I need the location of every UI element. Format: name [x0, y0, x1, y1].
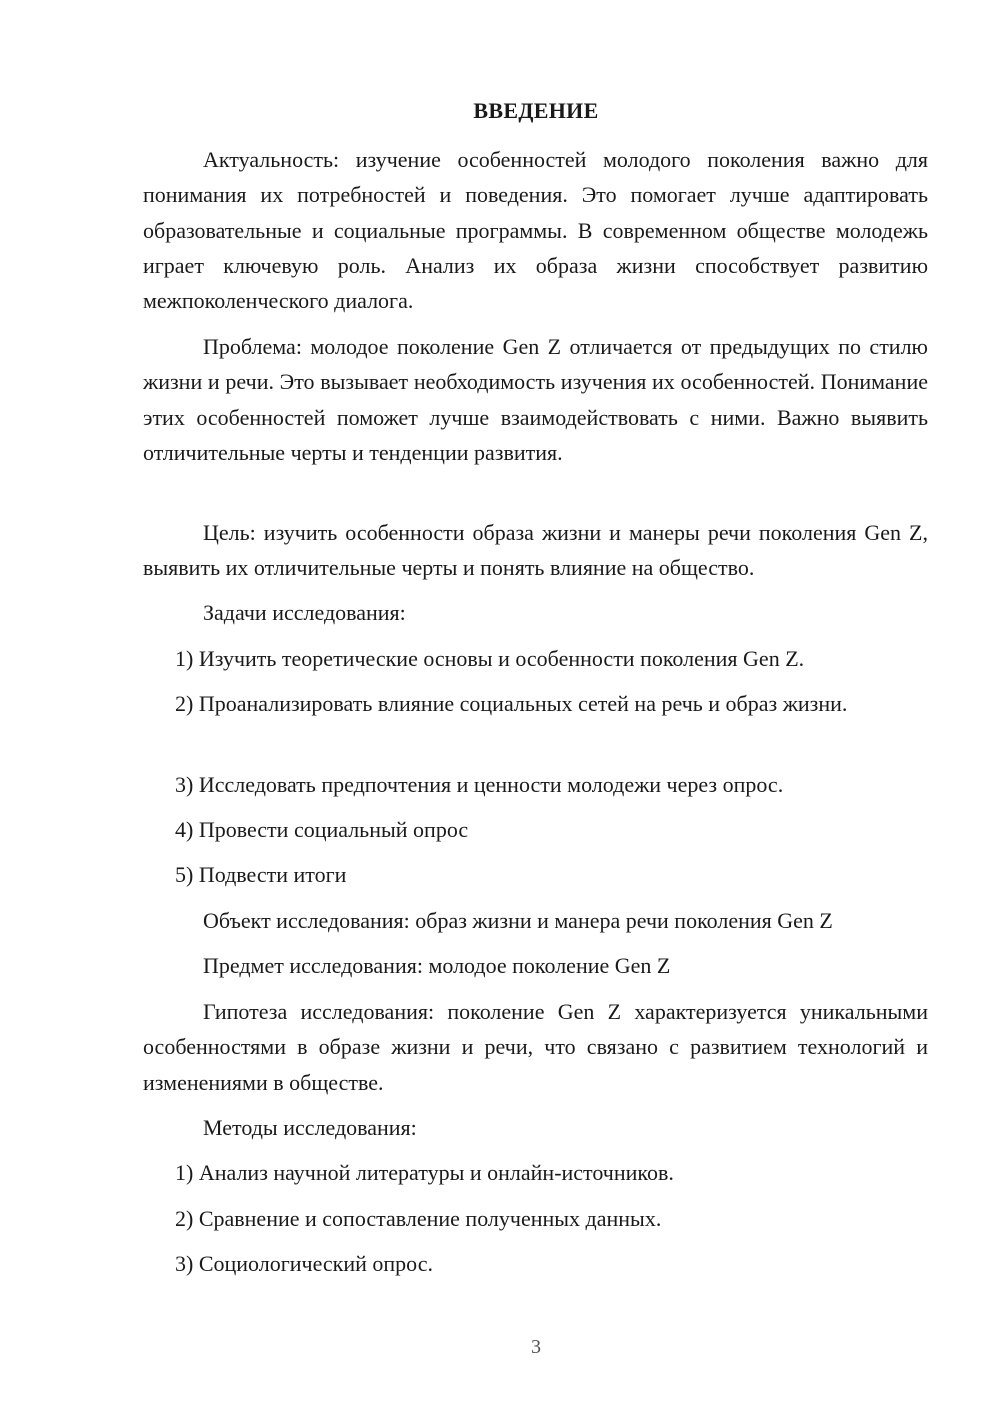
method-item-1: 1) Анализ научной литературы и онлайн-источников.	[175, 1160, 674, 1185]
paragraph-problem: Проблема: молодое поколение Gen Z отличается от предыдущих по стилю жизни и речи. Это вызывает необходимость изучения их особенностей. Понимание этих особенностей поможет лучше взаимодействовать с ними. Важно выявить отличительные черты и тенденции развития.	[143, 334, 928, 465]
method-item-2: 2) Сравнение и сопоставление полученных данных.	[175, 1206, 662, 1231]
paragraph-hypothesis: Гипотеза исследования: поколение Gen Z характеризуется уникальными особенностями в образе жизни и речи, что связано с развитием технологий и изменениями в обществе.	[143, 999, 928, 1095]
method-item-3: 3) Социологический опрос.	[175, 1251, 433, 1276]
paragraph-object: Объект исследования: образ жизни и манера речи поколения Gen Z	[203, 908, 833, 933]
page-title: ВВЕДЕНИЕ	[473, 98, 599, 123]
task-item-1: 1) Изучить теоретические основы и особенности поколения Gen Z.	[175, 646, 805, 671]
task-item-5: 5) Подвести итоги	[175, 862, 347, 887]
task-item-4: 4) Провести социальный опрос	[175, 817, 469, 842]
paragraph-relevance: Актуальность: изучение особенностей молодого поколения важно для понимания их потребностей и поведения. Это помогает лучше адаптировать образовательные и социальные программы. В современном обществе молодежь играет ключевую роль. Анализ их образа жизни способствует развитию межпоколенческого диалога.	[143, 147, 928, 314]
methods-title: Методы исследования:	[203, 1115, 417, 1140]
task-item-2: 2) Проанализировать влияние социальных сетей на речь и образ жизни.	[175, 691, 848, 716]
tasks-title: Задачи исследования:	[203, 600, 406, 625]
paragraph-subject: Предмет исследования: молодое поколение Gen Z	[203, 953, 671, 978]
task-item-3: 3) Исследовать предпочтения и ценности молодежи через опрос.	[175, 772, 784, 797]
page-number: 3	[531, 1336, 541, 1358]
paragraph-goal: Цель: изучить особенности образа жизни и манеры речи поколения Gen Z, выявить их отличительные черты и понять влияние на общество.	[143, 520, 928, 581]
